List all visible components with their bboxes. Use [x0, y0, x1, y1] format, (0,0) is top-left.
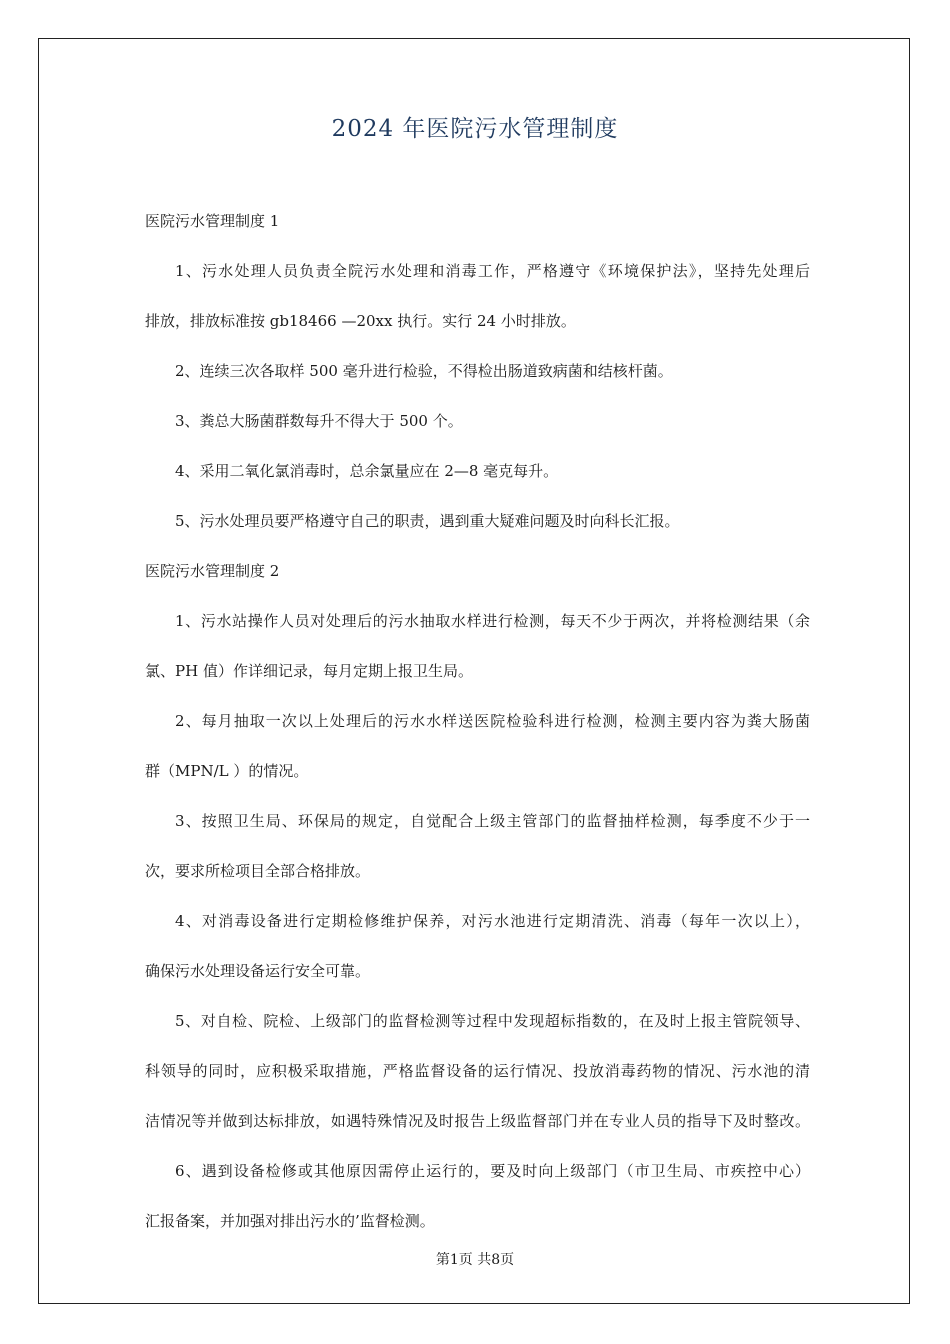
paragraph-line: 1、污水站操作人员对处理后的污水抽取水样进行检测，每天不少于两次，并将检测结果（余 [175, 612, 810, 630]
paragraph-line: 6、遇到设备检修或其他原因需停止运行的，要及时向上级部门（市卫生局、市疾控中心） [175, 1162, 810, 1180]
paragraph-line: 3、粪总大肠菌群数每升不得大于 500 个。 [175, 412, 463, 430]
paragraph-line: 科领导的同时，应积极采取措施，严格监督设备的运行情况、投放消毒药物的情况、污水池的清 [145, 1062, 810, 1080]
paragraph-line: 3、按照卫生局、环保局的规定，自觉配合上级主管部门的监督抽样检测，每季度不少于一 [175, 812, 810, 830]
section-heading: 医院污水管理制度 2 [145, 562, 280, 580]
paragraph-line: 2、连续三次各取样 500 毫升进行检验，不得检出肠道致病菌和结核杆菌。 [175, 362, 673, 380]
paragraph-line: 群（MPN/L ）的情况。 [145, 762, 309, 780]
paragraph-line: 排放，排放标准按 gb18466 —20xx 执行。实行 24 小时排放。 [145, 312, 576, 330]
paragraph-line: 确保污水处理设备运行安全可靠。 [145, 962, 371, 980]
paragraph-line: 1、污水处理人员负责全院污水处理和消毒工作，严格遵守《环境保护法》，坚持先处理后 [175, 262, 810, 280]
paragraph-line: 洁情况等并做到达标排放，如遇特殊情况及时报告上级监督部门并在专业人员的指导下及时整改。 [145, 1112, 810, 1130]
paragraph-line: 汇报备案，并加强对排出污水的’监督检测。 [145, 1212, 435, 1230]
paragraph-line: 4、对消毒设备进行定期检修维护保养，对污水池进行定期清洗、消毒（每年一次以上）， [175, 912, 810, 930]
paragraph-line: 5、污水处理员要严格遵守自己的职责，遇到重大疑难问题及时向科长汇报。 [175, 512, 680, 530]
paragraph-line: 次，要求所检项目全部合格排放。 [145, 862, 371, 880]
section-heading: 医院污水管理制度 1 [145, 212, 280, 230]
paragraph-line: 5、对自检、院检、上级部门的监督检测等过程中发现超标指数的，在及时上报主管院领导、 [175, 1012, 810, 1030]
paragraph-line: 4、采用二氧化氯消毒时，总余氯量应在 2—8 毫克每升。 [175, 462, 559, 480]
document-body [145, 196, 810, 1246]
paragraph-line: 氯、PH 值）作详细记录，每月定期上报卫生局。 [145, 662, 473, 680]
paragraph-line: 2、每月抽取一次以上处理后的污水水样送医院检验科进行检测，检测主要内容为粪大肠菌 [175, 712, 810, 730]
page-number: 第1页 共8页 [435, 1252, 515, 1268]
document-title: 2024 年医院污水管理制度 [331, 116, 619, 142]
